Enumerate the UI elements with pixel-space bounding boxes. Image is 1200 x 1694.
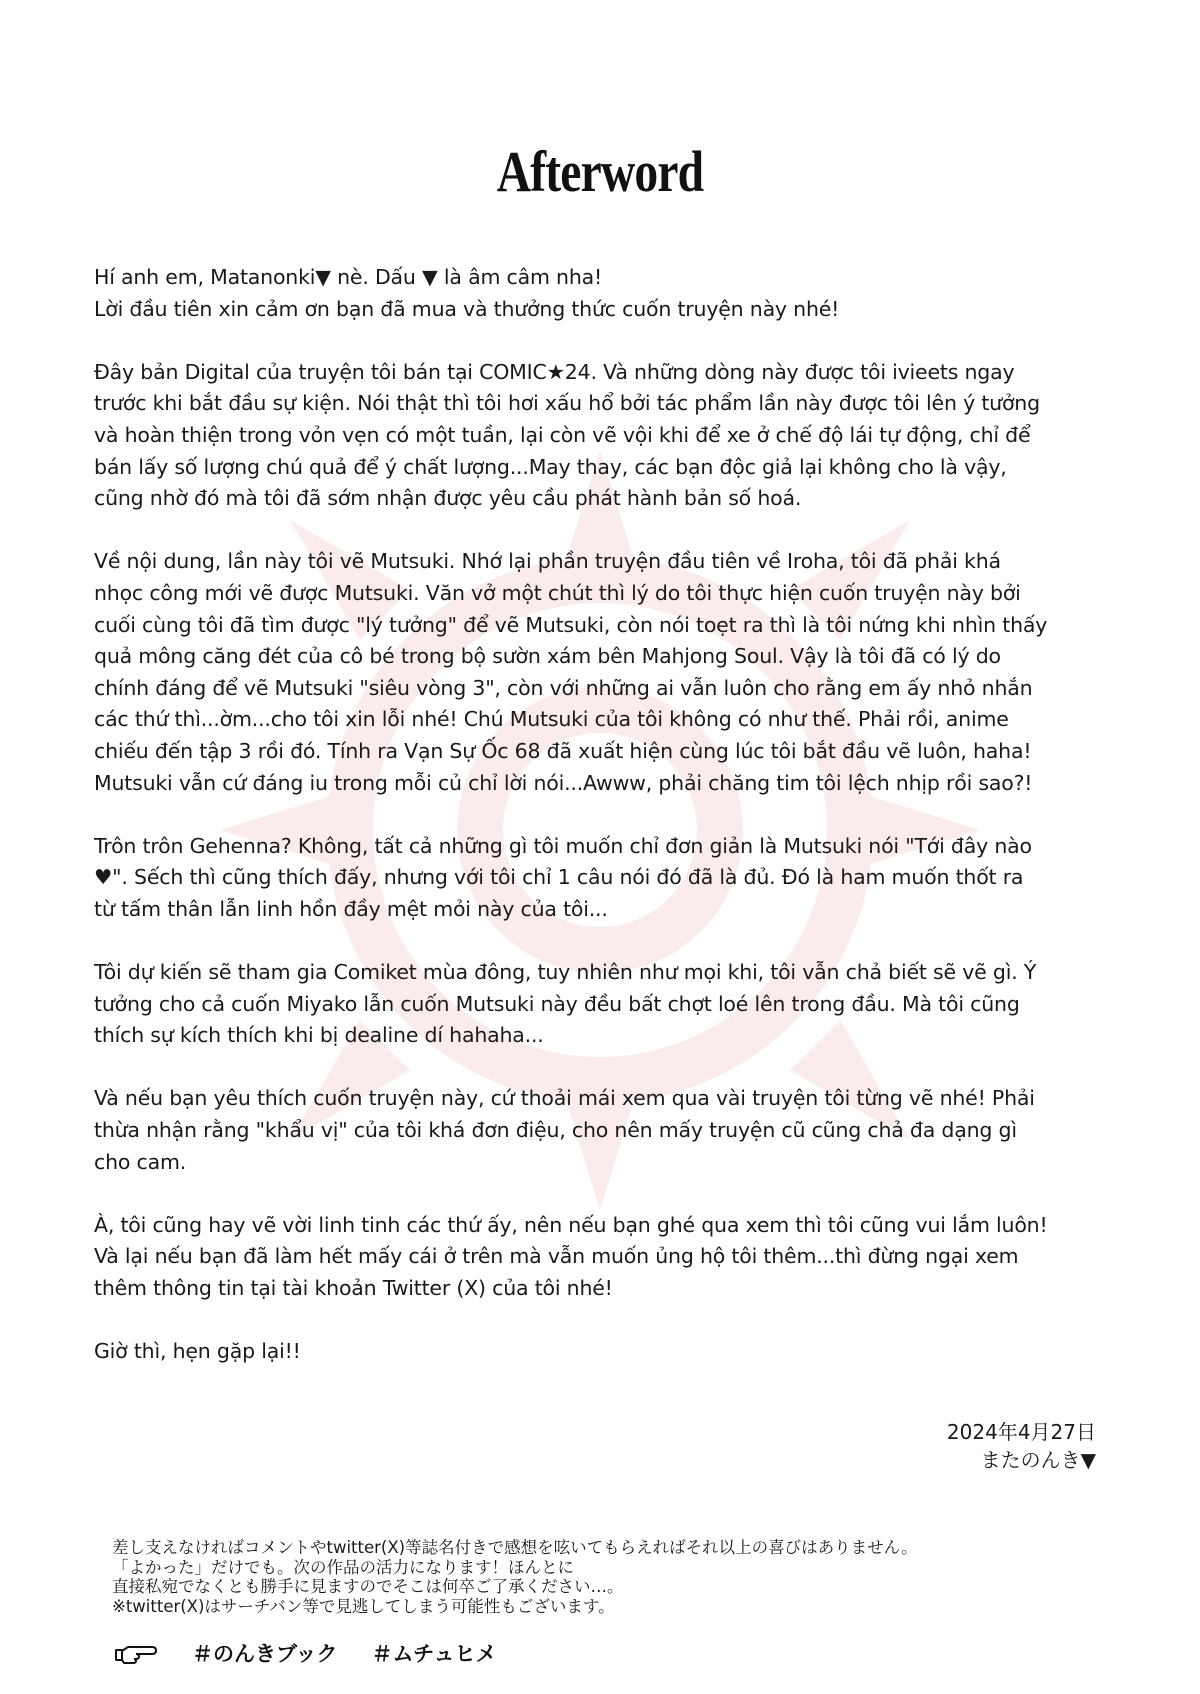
paragraph-other-works <box>94 1083 1126 1178</box>
text-line: cuối cùng tôi đã tìm được "lý tưởng" để vẽ Mutsuki, còn nói toẹt ra thì là tôi nứng khi nhìn thấy <box>94 612 1048 637</box>
text-line: Đây bản Digital của truyện tôi bán tại COMIC★24. Và những dòng này được tôi ivieets ngay <box>94 359 1015 384</box>
text-line: bán lấy số lượng chú quả để ý chất lượng...May thay, các bạn độc giả lại không cho là vậy, <box>94 454 1007 479</box>
text-line: các thứ thì...ờm...cho tôi xin lỗi nhé! Chú Mutsuki của tôi không có như thế. Phải rồi, anime <box>94 707 1009 732</box>
paragraph-farewell <box>94 1336 1126 1368</box>
text-line: Và nếu bạn yêu thích cuốn truyện này, cứ thoải mái xem qua vài truyện tôi từng vẽ nhé! Phải <box>94 1086 1035 1111</box>
text-line: tưởng cho cả cuốn Miyako lẫn cuốn Mutsuki này đều bất chợt loé lên trong đầu. Mà tôi cũng <box>94 991 1020 1016</box>
footer-line: 直接私宛でなくとも勝手に見ますのでそこは何卒ご了承ください…。 <box>112 1577 624 1596</box>
footer-line: 「よかった」だけでも。次の作品の活力になります！ほんとに <box>112 1557 574 1577</box>
text-line: quả mông căng đét của cô bé trong bộ sườn xám bên Mahjong Soul. Vậy là tôi đã có lý do <box>94 644 1001 669</box>
hashtag-row <box>114 1638 496 1668</box>
text-line: Về nội dung, lần này tôi vẽ Mutsuki. Nhớ lại phần truyện đầu tiên về Iroha, tôi đã phải khá <box>94 549 1001 574</box>
text-line: từ tấm thân lẫn linh hồn đầy mệt mỏi này của tôi... <box>94 896 608 921</box>
text-line: thêm thông tin tại tài khoản Twitter (X) của tôi nhé! <box>94 1276 613 1300</box>
footer-line: 差し支えなければコメントやtwitter(X)等誌名付きで感想を呟いてもらえればそれ以上の喜びはありません。 <box>112 1538 918 1557</box>
page-title: Afterword <box>496 139 704 204</box>
text-line: Hí anh em, Matanonki▼ nè. Dấu ▼ là âm câm nha! <box>94 265 603 289</box>
text-line: Mutsuki vẫn cứ đáng iu trong mỗi củ chỉ lời nói...Awww, phải chăng tim tôi lệch nhịp rồi sao?! <box>94 770 1033 795</box>
signature-date: 2024年4月27日 <box>946 1420 1096 1444</box>
paragraph-content <box>94 546 1126 799</box>
paragraph-digital-edition <box>94 357 1126 515</box>
text-line: Tôi dự kiến sẽ tham gia Comiket mùa đông, tuy nhiên như mọi khi, tôi vẫn chả biết sẽ vẽ gì. Ý <box>94 960 1037 985</box>
signature-author: またのんき▼ <box>980 1448 1096 1472</box>
text-line: Và lại nếu bạn đã làm hết mấy cái ở trên mà vẫn muốn ủng hộ tôi thêm...thì đừng ngại xem <box>94 1244 1019 1269</box>
text-line: Giờ thì, hẹn gặp lại!! <box>94 1339 301 1364</box>
afterword-body <box>94 262 1126 1399</box>
paragraph-comiket <box>94 957 1126 1052</box>
hashtag-muchuhime[interactable]: ＃ムチュヒメ <box>371 1642 497 1666</box>
paragraph-twitter <box>94 1210 1126 1305</box>
text-line: thừa nhận rằng "khẩu vị" của tôi khá đơn điệu, cho nên mấy truyện cũ cũng chả đa dạng gì <box>94 1118 1017 1143</box>
text-line: À, tôi cũng hay vẽ vời linh tinh các thứ ấy, nên nếu bạn ghé qua xem thì tôi cũng vui lắm luôn! <box>94 1212 1048 1237</box>
paragraph-gehenna <box>94 831 1126 926</box>
text-line: ♥". Sếch thì cũng thích đấy, nhưng với tôi chỉ 1 câu nói đó đã là đủ. Đó là ham muốn thốt ra <box>94 865 1024 890</box>
text-line: cho cam. <box>94 1149 187 1174</box>
footer-line: ※twitter(X)はサーチバン等で見逃してしまう可能性もございます。 <box>112 1596 615 1616</box>
text-line: cũng nhờ đó mà tôi đã sớm nhận được yêu cầu phát hành bản số hoá. <box>94 486 802 511</box>
text-line: và hoàn thiện trong vỏn vẹn có một tuần, lại còn vẽ vội khi để xe ở chế độ lái tự động, chỉ để <box>94 422 1031 447</box>
pointing-hand-icon <box>114 1642 158 1664</box>
hashtag-nonki-book[interactable]: ＃のんきブック <box>192 1642 338 1666</box>
text-line: nhọc công mới vẽ được Mutsuki. Văn vở một chút thì lý do tôi thực hiện cuốn truyện này bởi <box>94 580 1021 605</box>
text-line: chính đáng để vẽ Mutsuki "siêu vòng 3", còn với những ai vẫn luôn cho rằng em ấy nhỏ nhắn <box>94 675 1033 700</box>
footer-note <box>112 1538 1142 1616</box>
text-line: Trôn trôn Gehenna? Không, tất cả những gì tôi muốn chỉ đơn giản là Mutsuki nói "Tới đây nào <box>94 833 1032 858</box>
text-line: thích sự kích thích khi bị dealine dí hahaha... <box>94 1023 544 1048</box>
text-line: Lời đầu tiên xin cảm ơn bạn đã mua và thưởng thức cuốn truyện này nhé! <box>94 296 840 321</box>
signature-block <box>947 1418 1096 1474</box>
text-line: trước khi bắt đầu sự kiện. Nói thật thì tôi hơi xấu hổ bởi tác phẩm lần này được tôi lên ý tưởng <box>94 391 1040 416</box>
text-line: chiếu đến tập 3 rồi đó. Tính ra Vạn Sự Ốc 68 đã xuất hiện cùng lúc tôi bắt đầu vẽ luôn, haha! <box>94 738 1032 763</box>
paragraph-greeting <box>94 262 1126 325</box>
